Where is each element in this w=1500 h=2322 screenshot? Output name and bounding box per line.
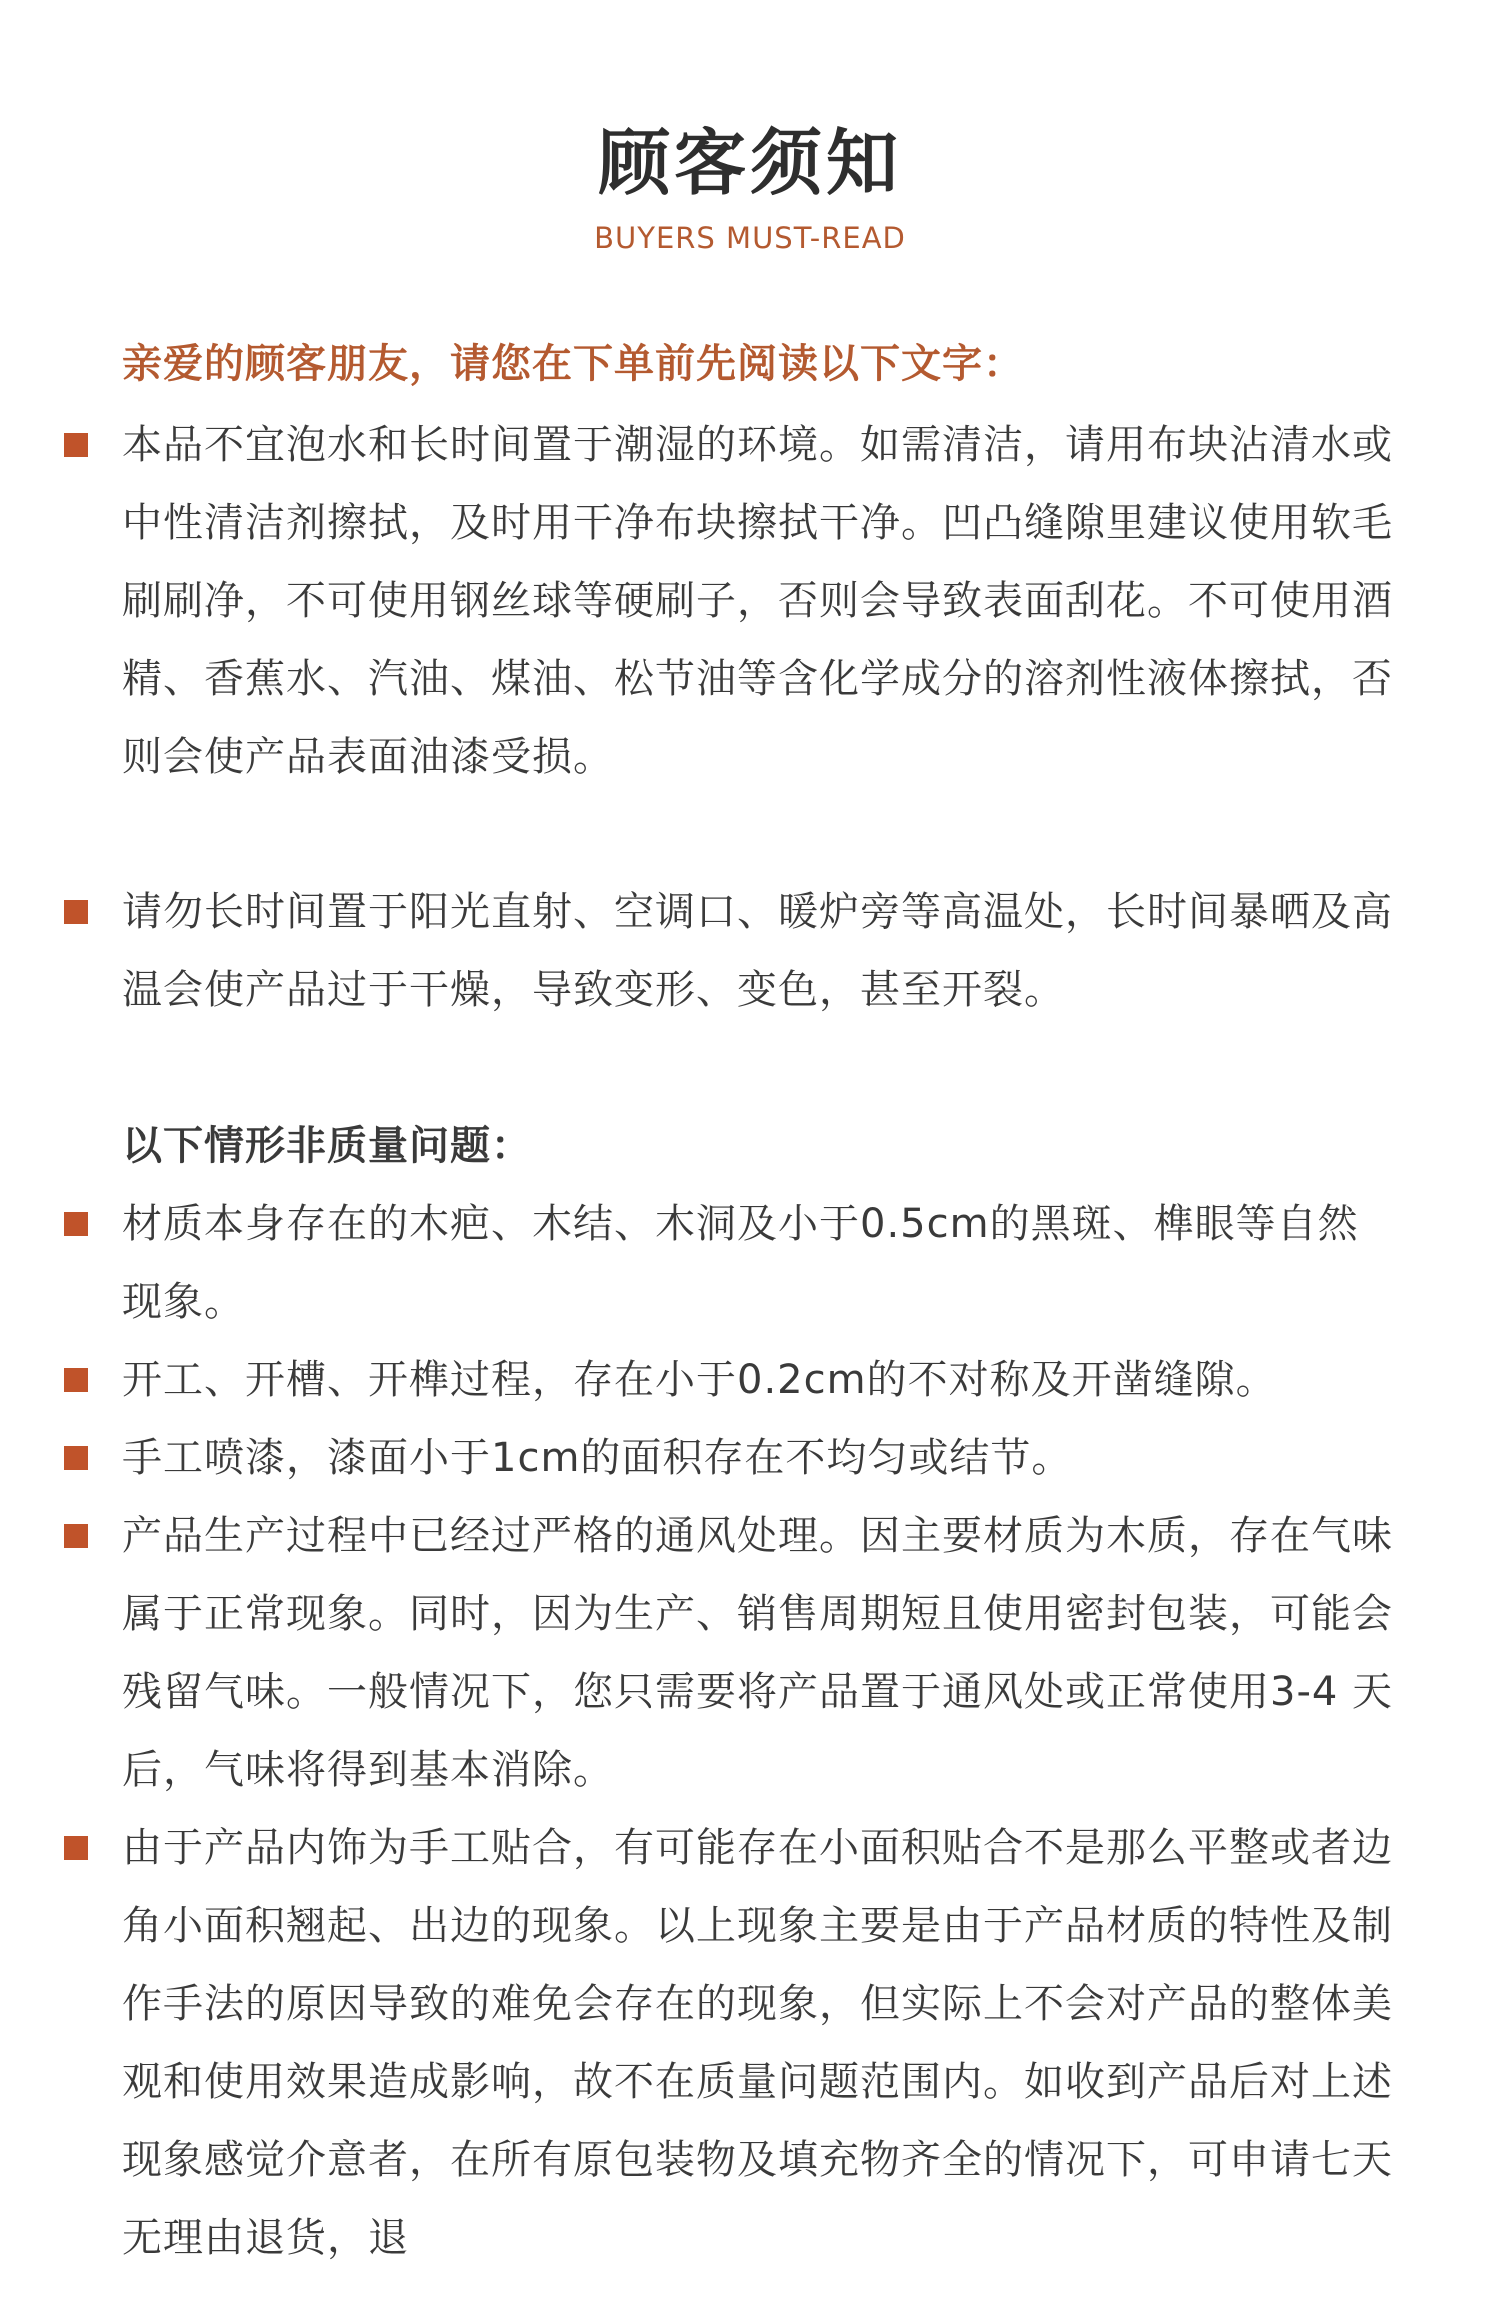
care-item-text: 请勿长时间置于阳光直射、空调口、暖炉旁等高温处，长时间暴晒及高温会使产品过于干燥，导致变形、变色，甚至开裂。	[122, 889, 1393, 1013]
care-item-text: 本品不宜泡水和长时间置于潮湿的环境。如需清洁，请用布块沾清水或中性清洁剂擦拭，及时用干净布块擦拭干净。凹凸缝隙里建议使用软毛刷刷净，不可使用钢丝球等硬刷子，否则会导致表面刮花。不可使用酒精、香蕉水、汽油、煤油、松节油等含化学成分的溶剂性液体擦拭，否则会使产品表面油漆受损。	[122, 422, 1393, 780]
page-title: 顾客须知	[597, 121, 902, 205]
non-quality-item-text: 开工、开槽、开榫过程，存在小于0.2cm的不对称及开凿缝隙。	[122, 1357, 1277, 1403]
square-bullet-icon	[64, 1524, 88, 1548]
square-bullet-icon	[64, 1212, 88, 1236]
greeting-text: 亲爱的顾客朋友，请您在下单前先阅读以下文字：	[122, 341, 1024, 387]
square-bullet-icon	[64, 1836, 88, 1860]
square-bullet-icon	[64, 1368, 88, 1392]
square-bullet-icon	[64, 900, 88, 924]
square-bullet-icon	[64, 433, 88, 457]
page-subtitle: BUYERS MUST-READ	[594, 221, 906, 255]
non-quality-item-text: 由于产品内饰为手工贴合，有可能存在小面积贴合不是那么平整或者边角小面积翘起、出边的现象。以上现象主要是由于产品材质的特性及制作手法的原因导致的难免会存在的现象，但实际上不会对产品的整体美观和使用效果造成影响，故不在质量问题范围内。如收到产品后对上述现象感觉介意者，在所有原包装物及填充物齐全的情况下，可申请七天无理由退货，退	[122, 1825, 1393, 2261]
non-quality-item-text: 材质本身存在的木疤、木结、木洞及小于0.5cm的黑斑、榫眼等自然现象。	[122, 1201, 1359, 1325]
non-quality-item-text: 产品生产过程中已经过严格的通风处理。因主要材质为木质，存在气味属于正常现象。同时，因为生产、销售周期短且使用密封包装，可能会残留气味。一般情况下，您只需要将产品置于通风处或正常使用3-4 天后，气味将得到基本消除。	[122, 1513, 1394, 1793]
non-quality-heading: 以下情形非质量问题：	[122, 1123, 532, 1169]
non-quality-item-text: 手工喷漆，漆面小于1cm的面积存在不均匀或结节。	[122, 1435, 1073, 1481]
square-bullet-icon	[64, 1446, 88, 1470]
